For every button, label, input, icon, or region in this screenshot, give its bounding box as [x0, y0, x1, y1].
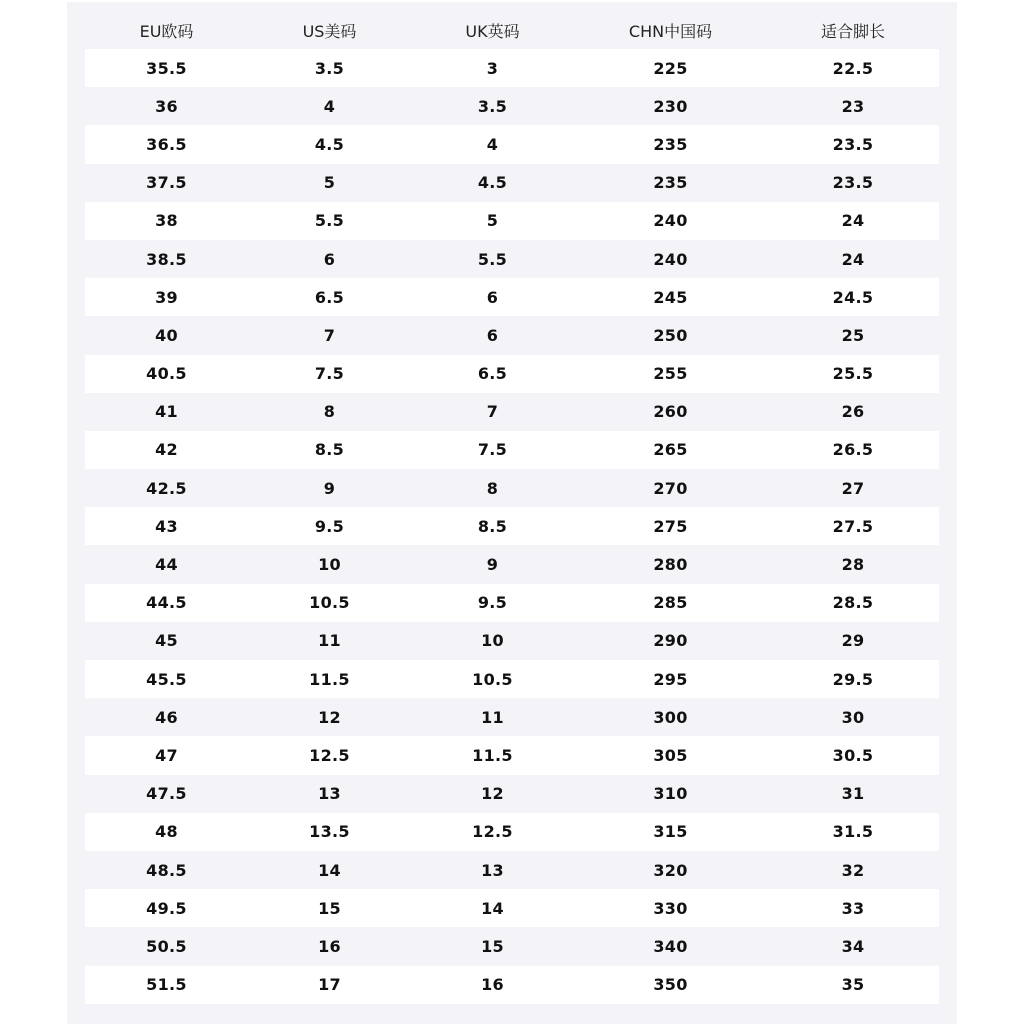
us-size-cell: 7	[323, 325, 336, 345]
us-size-cell: 5.5	[314, 211, 345, 231]
table-row	[85, 813, 939, 851]
foot-length-cell: 28	[841, 555, 865, 575]
foot-length-cell: 26.5	[832, 440, 874, 460]
us-size-cell: 5	[323, 173, 336, 193]
chn-size-cell: 225	[653, 58, 688, 78]
foot-length-cell: 24	[841, 249, 865, 269]
table-row	[85, 775, 939, 813]
uk-size-cell: 9	[486, 555, 499, 575]
chn-size-cell: 235	[653, 134, 688, 154]
eu-size-cell: 40.5	[146, 364, 187, 384]
eu-size-cell: 41	[155, 402, 178, 422]
table-row	[85, 278, 939, 316]
table-row	[85, 469, 939, 507]
eu-size-cell: 42	[155, 440, 178, 460]
us-size-cell: 8	[323, 402, 336, 422]
table-body	[85, 49, 939, 1004]
table-row	[85, 698, 939, 736]
header-chn-size: CHN中国码	[628, 21, 713, 41]
us-size-cell: 13	[318, 784, 341, 804]
table-row	[85, 660, 939, 698]
table-row	[85, 202, 939, 240]
eu-size-cell: 45.5	[146, 669, 187, 689]
foot-length-cell: 25	[841, 325, 865, 345]
us-size-cell: 6	[323, 249, 336, 269]
foot-length-cell: 29.5	[832, 669, 874, 689]
uk-size-cell: 12.5	[472, 822, 513, 842]
header-uk-size: UK英码	[465, 21, 520, 41]
us-size-cell: 14	[318, 860, 341, 880]
header-us-size: US美码	[302, 21, 357, 41]
uk-size-cell: 3	[486, 58, 499, 78]
chn-size-cell: 310	[653, 784, 688, 804]
us-size-cell: 11	[318, 631, 341, 651]
uk-size-cell: 15	[481, 936, 504, 956]
eu-size-cell: 38	[155, 211, 178, 231]
uk-size-cell: 3.5	[477, 96, 508, 116]
us-size-cell: 8.5	[314, 440, 345, 460]
foot-length-cell: 31	[841, 784, 865, 804]
header-foot-length: 适合脚长	[820, 21, 885, 41]
foot-length-cell: 22.5	[832, 58, 874, 78]
us-size-cell: 17	[318, 975, 341, 995]
us-size-cell: 13.5	[309, 822, 350, 842]
eu-size-cell: 48	[155, 822, 178, 842]
foot-length-cell: 34	[841, 936, 865, 956]
uk-size-cell: 10.5	[472, 669, 513, 689]
uk-size-cell: 12	[481, 784, 504, 804]
chn-size-cell: 315	[653, 822, 688, 842]
us-size-cell: 11.5	[309, 669, 350, 689]
foot-length-cell: 35	[841, 975, 865, 995]
eu-size-cell: 48.5	[146, 860, 187, 880]
uk-size-cell: 4	[486, 134, 499, 154]
foot-length-cell: 27.5	[832, 516, 874, 536]
table-header-row	[85, 11, 939, 49]
eu-size-cell: 42.5	[146, 478, 187, 498]
eu-size-cell: 44	[155, 555, 178, 575]
chn-size-cell: 305	[653, 745, 688, 765]
eu-size-cell: 37.5	[146, 173, 187, 193]
chn-size-cell: 300	[653, 707, 688, 727]
uk-size-cell: 5	[486, 211, 499, 231]
chn-size-cell: 265	[653, 440, 688, 460]
uk-size-cell: 6	[486, 325, 499, 345]
chn-size-cell: 230	[653, 96, 688, 116]
uk-size-cell: 11.5	[472, 745, 513, 765]
foot-length-cell: 30.5	[832, 745, 874, 765]
us-size-cell: 4.5	[314, 134, 345, 154]
table-row	[85, 164, 939, 202]
table-row	[85, 507, 939, 545]
table-row	[85, 87, 939, 125]
chn-size-cell: 240	[653, 249, 688, 269]
eu-size-cell: 35.5	[146, 58, 187, 78]
foot-length-cell: 30	[841, 707, 865, 727]
uk-size-cell: 13	[481, 860, 504, 880]
eu-size-cell: 44.5	[146, 593, 187, 613]
us-size-cell: 10.5	[309, 593, 350, 613]
table-row	[85, 584, 939, 622]
foot-length-cell: 26	[841, 402, 865, 422]
chn-size-cell: 260	[653, 402, 688, 422]
chn-size-cell: 320	[653, 860, 688, 880]
table-row	[85, 545, 939, 583]
eu-size-cell: 49.5	[146, 898, 187, 918]
us-size-cell: 6.5	[314, 287, 345, 307]
foot-length-cell: 29	[841, 631, 865, 651]
table-row	[85, 355, 939, 393]
foot-length-cell: 32	[841, 860, 865, 880]
uk-size-cell: 14	[481, 898, 504, 918]
us-size-cell: 12	[318, 707, 341, 727]
eu-size-cell: 46	[155, 707, 178, 727]
us-size-cell: 15	[318, 898, 341, 918]
table-row	[85, 927, 939, 965]
us-size-cell: 3.5	[314, 58, 345, 78]
table-row	[85, 125, 939, 163]
table-row	[85, 622, 939, 660]
us-size-cell: 10	[318, 555, 341, 575]
chn-size-cell: 255	[653, 364, 688, 384]
table-row	[85, 393, 939, 431]
foot-length-cell: 31.5	[832, 822, 874, 842]
chn-size-cell: 250	[653, 325, 688, 345]
us-size-cell: 16	[318, 936, 341, 956]
uk-size-cell: 6	[486, 287, 499, 307]
foot-length-cell: 24.5	[832, 287, 874, 307]
uk-size-cell: 4.5	[477, 173, 508, 193]
us-size-cell: 4	[323, 96, 336, 116]
foot-length-cell: 27	[841, 478, 865, 498]
chn-size-cell: 280	[653, 555, 688, 575]
uk-size-cell: 7	[486, 402, 499, 422]
us-size-cell: 9	[323, 478, 336, 498]
uk-size-cell: 16	[481, 975, 504, 995]
eu-size-cell: 50.5	[146, 936, 187, 956]
chn-size-cell: 245	[653, 287, 688, 307]
eu-size-cell: 47	[155, 745, 178, 765]
size-chart-panel	[67, 2, 957, 1024]
us-size-cell: 12.5	[309, 745, 350, 765]
chn-size-cell: 235	[653, 173, 688, 193]
eu-size-cell: 51.5	[146, 975, 187, 995]
us-size-cell: 9.5	[314, 516, 345, 536]
table-row	[85, 851, 939, 889]
foot-length-cell: 33	[841, 898, 865, 918]
table-row	[85, 431, 939, 469]
size-chart-table	[85, 11, 939, 1004]
eu-size-cell: 45	[155, 631, 178, 651]
header-eu-size: EU欧码	[139, 21, 194, 41]
table-row	[85, 49, 939, 87]
uk-size-cell: 5.5	[477, 249, 508, 269]
chn-size-cell: 275	[653, 516, 688, 536]
chn-size-cell: 350	[653, 975, 688, 995]
foot-length-cell: 23	[841, 96, 865, 116]
eu-size-cell: 47.5	[146, 784, 187, 804]
foot-length-cell: 28.5	[832, 593, 874, 613]
uk-size-cell: 8	[486, 478, 499, 498]
foot-length-cell: 24	[841, 211, 865, 231]
uk-size-cell: 6.5	[477, 364, 508, 384]
table-row	[85, 889, 939, 927]
foot-length-cell: 23.5	[832, 134, 874, 154]
foot-length-cell: 25.5	[832, 364, 874, 384]
chn-size-cell: 295	[653, 669, 688, 689]
chn-size-cell: 340	[653, 936, 688, 956]
eu-size-cell: 36	[155, 96, 178, 116]
eu-size-cell: 43	[155, 516, 178, 536]
table-row	[85, 736, 939, 774]
chn-size-cell: 285	[653, 593, 688, 613]
uk-size-cell: 8.5	[477, 516, 508, 536]
eu-size-cell: 38.5	[146, 249, 187, 269]
table-row	[85, 240, 939, 278]
chn-size-cell: 240	[653, 211, 688, 231]
chn-size-cell: 270	[653, 478, 688, 498]
uk-size-cell: 11	[481, 707, 504, 727]
eu-size-cell: 39	[155, 287, 178, 307]
uk-size-cell: 9.5	[477, 593, 508, 613]
eu-size-cell: 40	[155, 325, 178, 345]
foot-length-cell: 23.5	[832, 173, 874, 193]
chn-size-cell: 330	[653, 898, 688, 918]
chn-size-cell: 290	[653, 631, 688, 651]
us-size-cell: 7.5	[314, 364, 345, 384]
table-row	[85, 316, 939, 354]
uk-size-cell: 7.5	[477, 440, 508, 460]
uk-size-cell: 10	[481, 631, 504, 651]
eu-size-cell: 36.5	[146, 134, 187, 154]
table-row	[85, 966, 939, 1004]
